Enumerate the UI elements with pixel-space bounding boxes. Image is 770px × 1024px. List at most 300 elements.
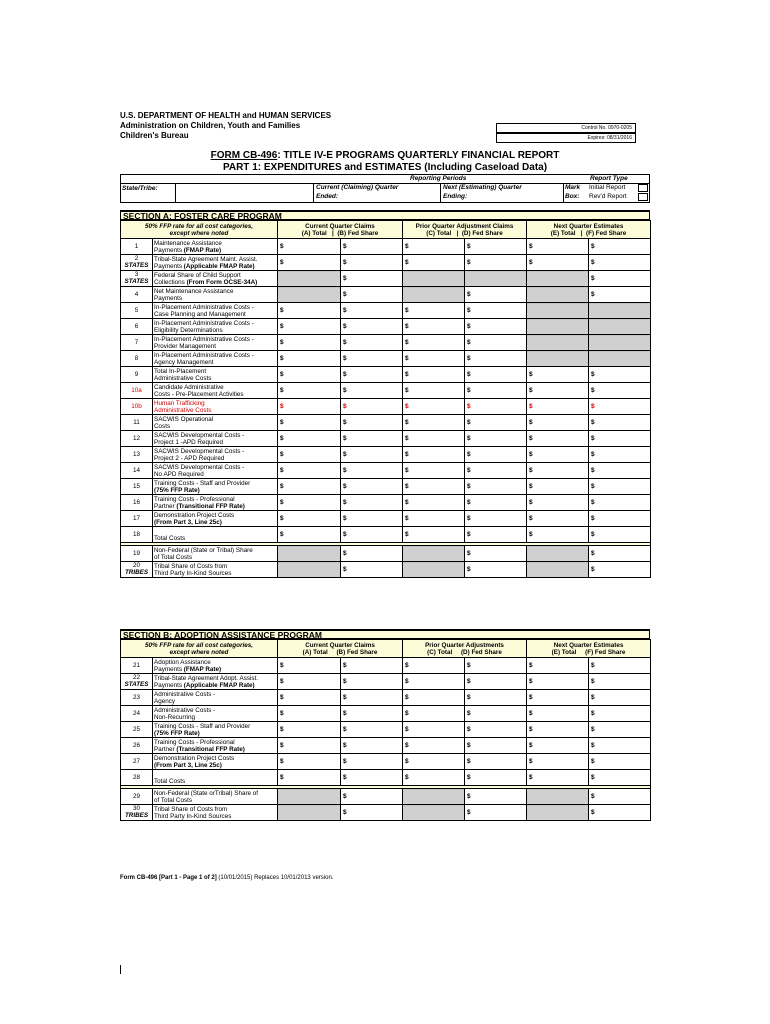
line-number-text: 21 [132, 662, 140, 669]
col-a-amount-cell[interactable] [278, 527, 341, 543]
dollar-sign: $ [591, 419, 595, 426]
description-text: Payments [154, 247, 184, 254]
description-line-1: Tribal Share of Costs from [154, 806, 228, 813]
col-c-amount-cell[interactable] [403, 479, 465, 495]
line-number-text: 14 [132, 467, 140, 474]
col-b-amount-cell[interactable] [341, 271, 403, 287]
line-number-text: 23 [132, 694, 140, 701]
description-line-2 [154, 327, 276, 334]
description-text: Agency [154, 698, 176, 705]
description-line-1: Candidate Administrative [154, 384, 224, 391]
initial-report-checkbox[interactable] [638, 184, 648, 192]
line-description [153, 738, 278, 754]
col-b-amount-cell[interactable] [341, 255, 403, 271]
col-b-amount-cell[interactable] [341, 511, 403, 527]
col-e-amount-cell[interactable] [527, 722, 589, 738]
col-b-amount-cell[interactable] [341, 415, 403, 431]
line-number-text: 25 [132, 726, 140, 733]
col-d-amount-cell[interactable] [465, 255, 527, 271]
dollar-sign: $ [467, 403, 471, 410]
col-e-amount-cell[interactable] [527, 658, 589, 674]
col-d-amount-cell[interactable] [465, 722, 527, 738]
col-e-amount-cell[interactable] [527, 447, 589, 463]
dollar-sign: $ [280, 694, 284, 701]
header-divider [175, 183, 176, 203]
col-b-amount-cell[interactable] [341, 335, 403, 351]
col-e-amount-cell[interactable] [527, 463, 589, 479]
col-e-amount-cell[interactable] [527, 690, 589, 706]
col-a-amount-cell[interactable] [278, 754, 341, 770]
line-3-row [121, 271, 651, 287]
col-c-label: (C) Total [427, 648, 453, 656]
line-number-text: 3 [134, 271, 139, 278]
dollar-sign: $ [343, 499, 347, 506]
col-a-amount-cell[interactable] [278, 674, 341, 690]
col-d-amount-cell[interactable] [465, 527, 527, 543]
col-d-amount-cell[interactable] [465, 706, 527, 722]
dollar-sign: $ [343, 678, 347, 685]
col-e-amount-cell[interactable] [527, 527, 589, 543]
col-b-amount-cell[interactable] [341, 287, 403, 303]
line-description [153, 658, 278, 674]
description-text: Administrative Costs [154, 375, 212, 382]
col-f-amount-cell[interactable] [589, 754, 651, 770]
col-e-shaded-cell [527, 562, 589, 578]
applicability-tag: STATES [124, 262, 149, 269]
col-d-amount-cell[interactable] [465, 674, 527, 690]
col-e-amount-cell[interactable] [527, 415, 589, 431]
col-a-amount-cell[interactable] [278, 479, 341, 495]
description-text: Total Costs [154, 535, 186, 542]
description-line-2 [154, 279, 276, 286]
ended-label: Ended: [316, 193, 339, 200]
dollar-sign: $ [343, 550, 347, 557]
col-f-amount-cell[interactable] [589, 546, 651, 562]
col-a-amount-cell[interactable] [278, 463, 341, 479]
line-number-text: 26 [132, 742, 140, 749]
col-a-amount-cell[interactable] [278, 658, 341, 674]
col-a-shaded-cell [278, 562, 341, 578]
col-e-amount-cell[interactable] [527, 770, 589, 786]
line-25-row [121, 722, 651, 738]
description-line-2 [154, 535, 276, 542]
col-c-amount-cell[interactable] [403, 255, 465, 271]
col-b-amount-cell[interactable] [341, 690, 403, 706]
col-f-amount-cell[interactable] [589, 658, 651, 674]
dollar-sign: $ [405, 483, 409, 490]
dollar-sign: $ [405, 403, 409, 410]
col-f-amount-cell[interactable] [589, 399, 651, 415]
dollar-sign: $ [467, 323, 471, 330]
revised-report-checkbox[interactable] [638, 193, 648, 201]
col-d-amount-cell[interactable] [465, 415, 527, 431]
col-c-amount-cell[interactable] [403, 674, 465, 690]
col-b-amount-cell[interactable] [341, 770, 403, 786]
col-f-amount-cell[interactable] [589, 706, 651, 722]
line-description [153, 367, 278, 383]
col-a-amount-cell[interactable] [278, 319, 341, 335]
col-b-amount-cell[interactable] [341, 722, 403, 738]
dollar-sign: $ [529, 435, 533, 442]
line-number-text: 28 [132, 774, 140, 781]
dollar-sign: $ [529, 467, 533, 474]
col-f-amount-cell[interactable] [589, 690, 651, 706]
dollar-sign: $ [343, 662, 347, 669]
ffp-note-line-2: except where noted [169, 229, 229, 237]
description-line-2 [154, 423, 276, 430]
description-line-2 [154, 407, 276, 414]
line-1-row [121, 239, 651, 255]
col-d-amount-cell[interactable] [465, 754, 527, 770]
col-d-amount-cell[interactable] [465, 367, 527, 383]
col-b-amount-cell[interactable] [341, 367, 403, 383]
col-b-amount-cell[interactable] [341, 351, 403, 367]
col-c-amount-cell[interactable] [403, 770, 465, 786]
col-a-amount-cell[interactable] [278, 255, 341, 271]
dollar-sign: $ [280, 451, 284, 458]
col-b-amount-cell[interactable] [341, 495, 403, 511]
col-c-amount-cell[interactable] [403, 431, 465, 447]
col-b-amount-cell[interactable] [341, 239, 403, 255]
dollar-sign: $ [405, 339, 409, 346]
description-rate-note: (Applicable FMAP Rate) [183, 263, 255, 270]
dollar-sign: $ [343, 259, 347, 266]
col-d-amount-cell[interactable] [465, 770, 527, 786]
dollar-sign: $ [343, 291, 347, 298]
col-c-amount-cell[interactable] [403, 303, 465, 319]
col-f-amount-cell[interactable] [589, 511, 651, 527]
dollar-sign: $ [405, 499, 409, 506]
dollar-sign: $ [591, 694, 595, 701]
line-number-text: 1 [134, 243, 139, 250]
description-text: Eligibility Determinations [154, 327, 223, 334]
col-b-amount-cell[interactable] [341, 546, 403, 562]
col-a-amount-cell[interactable] [278, 447, 341, 463]
col-c-amount-cell[interactable] [403, 447, 465, 463]
col-d-amount-cell[interactable] [465, 303, 527, 319]
col-d-amount-cell[interactable] [465, 805, 527, 821]
dollar-sign: $ [591, 371, 595, 378]
col-a-amount-cell[interactable] [278, 335, 341, 351]
line-description [153, 271, 278, 287]
dollar-sign: $ [280, 403, 284, 410]
col-e-amount-cell[interactable] [527, 367, 589, 383]
line-28-row [121, 770, 651, 786]
col-b-amount-cell[interactable] [341, 754, 403, 770]
col-c-amount-cell[interactable] [403, 415, 465, 431]
col-b-amount-cell[interactable] [341, 383, 403, 399]
col-e-amount-cell[interactable] [527, 431, 589, 447]
dollar-sign: $ [467, 694, 471, 701]
description-line-2 [154, 471, 276, 478]
description-text: Partner [154, 503, 177, 510]
description-line-2 [154, 503, 276, 510]
group-label: Next Quarter Estimates [553, 641, 624, 649]
dollar-sign: $ [529, 531, 533, 538]
col-f-amount-cell[interactable] [589, 255, 651, 271]
col-b-amount-cell[interactable] [341, 527, 403, 543]
col-d-amount-cell[interactable] [465, 287, 527, 303]
col-c-amount-cell[interactable] [403, 658, 465, 674]
description-line-1: Federal Share of Child Support [154, 272, 241, 279]
col-a-amount-cell[interactable] [278, 351, 341, 367]
col-a-amount-cell[interactable] [278, 706, 341, 722]
col-f-amount-cell[interactable] [589, 562, 651, 578]
line-description [153, 754, 278, 770]
dollar-sign: $ [591, 403, 595, 410]
dollar-sign: $ [280, 435, 284, 442]
line-22-row [121, 674, 651, 690]
line-number [121, 431, 153, 447]
col-a-amount-cell[interactable] [278, 511, 341, 527]
prior-quarter-adjustments-header [403, 640, 527, 658]
line-description [153, 431, 278, 447]
line-number [121, 770, 153, 786]
col-f-amount-cell[interactable] [589, 431, 651, 447]
col-a-amount-cell[interactable] [278, 239, 341, 255]
col-f-amount-cell[interactable] [589, 722, 651, 738]
col-b-amount-cell[interactable] [341, 463, 403, 479]
report-type-label: Report Type [590, 175, 628, 182]
col-b-amount-cell[interactable] [341, 431, 403, 447]
col-b-amount-cell[interactable] [341, 399, 403, 415]
dollar-sign: $ [467, 793, 471, 800]
dollar-sign: $ [467, 809, 471, 816]
col-a-amount-cell[interactable] [278, 367, 341, 383]
col-f-amount-cell[interactable] [589, 415, 651, 431]
line-number-text: 7 [134, 339, 139, 346]
col-d-amount-cell[interactable] [465, 738, 527, 754]
dollar-sign: $ [467, 726, 471, 733]
col-f-amount-cell[interactable] [589, 367, 651, 383]
col-e-amount-cell[interactable] [527, 495, 589, 511]
description-line-2 [154, 797, 276, 804]
col-d-amount-cell[interactable] [465, 690, 527, 706]
col-e-amount-cell[interactable] [527, 255, 589, 271]
col-b-amount-cell[interactable] [341, 805, 403, 821]
line-number-text: 18 [132, 531, 140, 538]
dollar-sign: $ [280, 339, 284, 346]
col-c-amount-cell[interactable] [403, 383, 465, 399]
col-d-amount-cell[interactable] [465, 546, 527, 562]
col-d-amount-cell[interactable] [465, 431, 527, 447]
col-f-amount-cell[interactable] [589, 239, 651, 255]
col-d-amount-cell[interactable] [465, 383, 527, 399]
dollar-sign: $ [280, 758, 284, 765]
col-c-amount-cell[interactable] [403, 351, 465, 367]
col-d-amount-cell[interactable] [465, 335, 527, 351]
line-number-text: 12 [132, 435, 140, 442]
col-d-amount-cell[interactable] [465, 319, 527, 335]
col-c-amount-cell[interactable] [403, 722, 465, 738]
col-d-amount-cell[interactable] [465, 351, 527, 367]
line-13-row [121, 447, 651, 463]
col-e-label: (E) Total [551, 648, 577, 656]
header-divider [563, 183, 564, 203]
description-line-2 [154, 343, 276, 350]
col-d-amount-cell[interactable] [465, 399, 527, 415]
col-b-amount-cell[interactable] [341, 562, 403, 578]
col-c-amount-cell[interactable] [403, 738, 465, 754]
col-c-amount-cell[interactable] [403, 754, 465, 770]
dollar-sign: $ [529, 371, 533, 378]
dollar-sign: $ [405, 694, 409, 701]
dollar-sign: $ [467, 566, 471, 573]
line-number [121, 738, 153, 754]
col-e-amount-cell[interactable] [527, 706, 589, 722]
line-number [121, 271, 153, 287]
col-b-amount-cell[interactable] [341, 447, 403, 463]
col-c-amount-cell[interactable] [403, 335, 465, 351]
dollar-sign: $ [467, 483, 471, 490]
col-c-shaded-cell [403, 287, 465, 303]
dollar-sign: $ [405, 435, 409, 442]
col-f-amount-cell[interactable] [589, 805, 651, 821]
description-line-2 [154, 487, 276, 494]
dollar-sign: $ [467, 371, 471, 378]
line-description [153, 706, 278, 722]
col-a-amount-cell[interactable] [278, 383, 341, 399]
line-21-row [121, 658, 651, 674]
dollar-sign: $ [280, 243, 284, 250]
col-a-label: (A) Total [301, 229, 327, 237]
col-a-amount-cell[interactable] [278, 690, 341, 706]
col-a-shaded-cell [278, 271, 341, 287]
line-number-text: 30 [132, 805, 140, 812]
col-e-amount-cell[interactable] [527, 511, 589, 527]
col-f-amount-cell[interactable] [589, 383, 651, 399]
dollar-sign: $ [467, 355, 471, 362]
col-d-amount-cell[interactable] [465, 789, 527, 805]
col-b-amount-cell[interactable] [341, 319, 403, 335]
col-a-shaded-cell [278, 546, 341, 562]
section-b-header-row [121, 640, 651, 658]
col-e-amount-cell[interactable] [527, 383, 589, 399]
col-e-shaded-cell [527, 805, 589, 821]
dollar-sign: $ [343, 483, 347, 490]
col-e-amount-cell[interactable] [527, 479, 589, 495]
section-a-header-row [121, 221, 651, 239]
col-a-amount-cell[interactable] [278, 399, 341, 415]
col-c-amount-cell[interactable] [403, 495, 465, 511]
description-line-1: Administrative Costs - [154, 707, 216, 714]
col-f-amount-cell[interactable] [589, 738, 651, 754]
dollar-sign: $ [591, 243, 595, 250]
agency-line-1: U.S. DEPARTMENT OF HEALTH and HUMAN SERVICES [120, 111, 332, 120]
col-a-amount-cell[interactable] [278, 415, 341, 431]
col-c-amount-cell[interactable] [403, 367, 465, 383]
col-c-amount-cell[interactable] [403, 511, 465, 527]
col-a-amount-cell[interactable] [278, 303, 341, 319]
col-c-shaded-cell [403, 271, 465, 287]
col-c-amount-cell[interactable] [403, 463, 465, 479]
col-a-amount-cell[interactable] [278, 722, 341, 738]
col-c-amount-cell[interactable] [403, 690, 465, 706]
dollar-sign: $ [343, 742, 347, 749]
col-b-amount-cell[interactable] [341, 706, 403, 722]
line-12-row [121, 431, 651, 447]
dollar-sign: $ [529, 662, 533, 669]
col-d-amount-cell[interactable] [465, 447, 527, 463]
col-c-shaded-cell [403, 562, 465, 578]
col-e-shaded-cell [527, 287, 589, 303]
section-a-table [120, 220, 651, 578]
col-d-amount-cell[interactable] [465, 658, 527, 674]
dollar-sign: $ [343, 809, 347, 816]
col-e-amount-cell[interactable] [527, 399, 589, 415]
col-d-amount-cell[interactable] [465, 479, 527, 495]
dollar-sign: $ [405, 531, 409, 538]
prior-quarter-adjustments-header: Prior Quarter Adjustment Claims (C) Total | (D) Fed Share [403, 221, 527, 239]
dollar-sign: $ [529, 678, 533, 685]
line-29-row [121, 789, 651, 805]
dollar-sign: $ [280, 483, 284, 490]
col-d-amount-cell[interactable] [465, 562, 527, 578]
dollar-sign: $ [529, 403, 533, 410]
line-number [121, 383, 153, 399]
dollar-sign: $ [591, 566, 595, 573]
col-d-amount-cell[interactable] [465, 239, 527, 255]
col-c-amount-cell[interactable] [403, 399, 465, 415]
col-b-amount-cell[interactable] [341, 658, 403, 674]
col-d-amount-cell[interactable] [465, 495, 527, 511]
col-e-amount-cell[interactable] [527, 674, 589, 690]
col-b-amount-cell[interactable] [341, 479, 403, 495]
col-a-amount-cell[interactable] [278, 770, 341, 786]
dollar-sign: $ [280, 467, 284, 474]
col-f-amount-cell[interactable] [589, 447, 651, 463]
col-e-amount-cell[interactable] [527, 239, 589, 255]
col-e-amount-cell[interactable] [527, 738, 589, 754]
col-a-amount-cell[interactable] [278, 431, 341, 447]
col-b-amount-cell[interactable] [341, 738, 403, 754]
col-f-amount-cell[interactable] [589, 495, 651, 511]
dollar-sign: $ [529, 419, 533, 426]
col-c-shaded-cell [403, 805, 465, 821]
col-f-amount-cell[interactable] [589, 527, 651, 543]
col-d-amount-cell[interactable] [465, 511, 527, 527]
col-f-amount-cell[interactable] [589, 789, 651, 805]
line-description [153, 255, 278, 271]
col-c-amount-cell[interactable] [403, 527, 465, 543]
col-f-amount-cell[interactable] [589, 479, 651, 495]
col-b-amount-cell[interactable] [341, 674, 403, 690]
col-c-amount-cell[interactable] [403, 319, 465, 335]
col-f-amount-cell[interactable] [589, 770, 651, 786]
col-f-amount-cell[interactable] [589, 463, 651, 479]
description-line-1: Training Costs - Professional [154, 739, 235, 746]
col-b-amount-cell[interactable] [341, 303, 403, 319]
col-f-amount-cell[interactable] [589, 271, 651, 287]
line-number [121, 287, 153, 303]
footer-form-id: Form CB-496 [Part 1 - Page 1 of 2] [120, 875, 217, 881]
col-d-amount-cell[interactable] [465, 463, 527, 479]
col-f-amount-cell[interactable] [589, 287, 651, 303]
col-a-label: (A) Total [302, 648, 328, 656]
col-c-amount-cell[interactable] [403, 706, 465, 722]
col-a-amount-cell[interactable] [278, 738, 341, 754]
col-a-amount-cell[interactable] [278, 495, 341, 511]
line-number [121, 546, 153, 562]
dollar-sign: $ [467, 291, 471, 298]
line-15-row [121, 479, 651, 495]
col-e-amount-cell[interactable] [527, 754, 589, 770]
description-line-1: In-Placement Administrative Costs - [154, 304, 254, 311]
col-b-amount-cell[interactable] [341, 789, 403, 805]
line-number-text: 13 [132, 451, 140, 458]
col-f-amount-cell[interactable] [589, 674, 651, 690]
col-c-amount-cell[interactable] [403, 239, 465, 255]
